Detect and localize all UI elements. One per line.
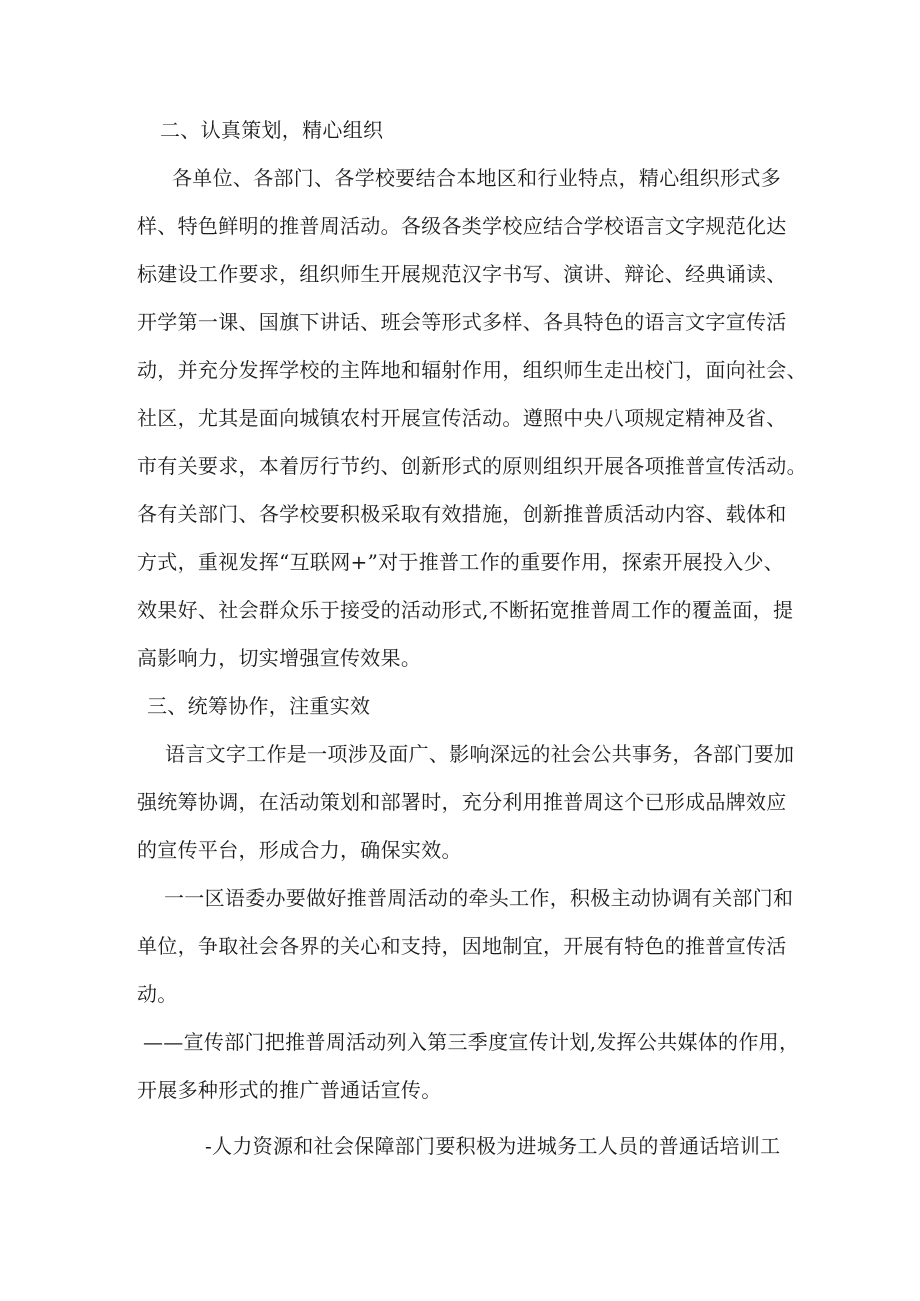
paragraph-4-line-2: 开展多种形式的推广普通话宣传。 <box>137 1078 442 1102</box>
paragraph-3-line-3: 动。 <box>137 982 178 1006</box>
paragraph-4-line-1: ——宣传部门把推普周活动列入第三季度宣传计划,发挥公共媒体的作用， <box>143 1030 800 1054</box>
paragraph-2-line-3: 的宣传平台，形成合力，确保实效。 <box>137 838 462 862</box>
paragraph-1-line-5: 动，并充分发挥学校的主阵地和辐射作用，组织师生走出校门，面向社会、 <box>137 358 807 382</box>
paragraph-1-line-8: 各有关部门、各学校要积极采取有效措施，创新推普质活动内容、载体和 <box>137 502 787 526</box>
paragraph-2-line-1: 语言文字工作是一项涉及面广、影响深远的社会公共事务，各部门要加 <box>165 742 795 766</box>
paragraph-2-line-2: 强统筹协调，在活动策划和部署时，充分利用推普周这个已形成品牌效应 <box>137 790 787 814</box>
section-heading-3: 三、统筹协作，注重实效 <box>147 694 371 718</box>
section-heading-2: 二、认真策划，精心组织 <box>160 118 384 142</box>
paragraph-1-line-7: 市有关要求，本着厉行节约、创新形式的原则组织开展各项推普宣传活动。 <box>137 454 807 478</box>
paragraph-1-line-9: 方式，重视发挥“互联网+”对于推普工作的重要作用，探索开展投入少、 <box>137 550 785 574</box>
paragraph-1-line-2: 样、特色鲜明的推普周活动。各级各类学校应结合学校语言文字规范化达 <box>137 214 787 238</box>
paragraph-3-line-2: 单位，争取社会各界的关心和支持，因地制宜，开展有特色的推普宣传活 <box>137 934 787 958</box>
paragraph-1-line-1: 各单位、各部门、各学校要结合本地区和行业特点，精心组织形式多 <box>172 166 781 190</box>
paragraph-1-line-4: 开学第一课、国旗下讲话、班会等形式多样、各具特色的语言文字宣传活 <box>137 310 787 334</box>
paragraph-1-line-6: 社区，尤其是面向城镇农村开展宣传活动。遵照中央八项规定精神及省、 <box>137 406 787 430</box>
paragraph-1-line-3: 标建设工作要求，组织师生开展规范汉字书写、演讲、辩论、经典诵读、 <box>137 262 787 286</box>
paragraph-3-line-1: 一一区语委办要做好推普周活动的牵头工作，积极主动协调有关部门和 <box>164 886 794 910</box>
paragraph-1-line-10: 效果好、社会群众乐于接受的活动形式,不断拓宽推普周工作的覆盖面，提 <box>137 598 794 622</box>
paragraph-1-line-11: 高影响力，切实增强宣传效果。 <box>137 646 422 670</box>
paragraph-5-line-1: -人力资源和社会保障部门要积极为进城务工人员的普通话培训工 <box>205 1134 781 1158</box>
